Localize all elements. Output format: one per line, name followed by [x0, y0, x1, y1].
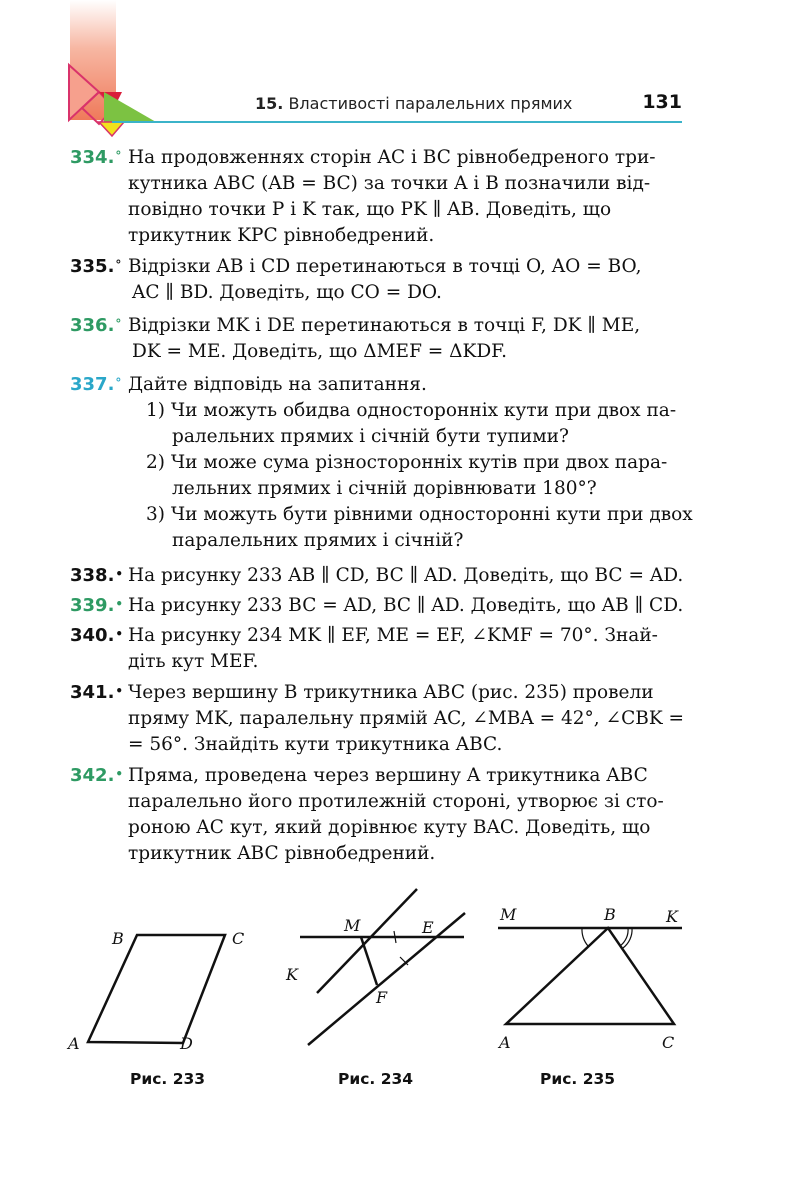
question-item-1: 1) Чи можуть обидва односторонніх кути при двох па-: [146, 400, 677, 421]
label-a: A: [499, 1033, 511, 1052]
problem-text: Пряма, проведена через вершину A трикутника ABC паралельно його протилежній стороні, утворює зі сто- роною AC кут, який дорівнює куту BAC. Доведіть, що трикутник ABC рівнобедрений.: [128, 765, 664, 864]
problem-342: [70, 763, 684, 867]
problem-number: 340.•: [70, 625, 124, 646]
caption-fig-235: Рис. 235: [540, 1070, 616, 1088]
problem-339: [70, 593, 684, 619]
section-number: 15.: [255, 94, 284, 113]
problem-text: Відрізки MK і DE перетинаються в точці F, DK ∥ ME, DK = ME. Доведіть, що ΔMEF = ΔKDF.: [128, 315, 641, 362]
problem-text: На рисунку 233 BC = AD, BC ∥ AD. Доведіть, що AB ∥ CD.: [128, 595, 684, 616]
tangram-logo-icon: [64, 60, 159, 140]
label-b: B: [112, 929, 124, 948]
problem-341: [70, 680, 684, 758]
problem-text: На рисунку 233 AB ∥ CD, BC ∥ AD. Доведіть, що BC = AD.: [128, 565, 684, 586]
label-d: D: [180, 1034, 193, 1053]
problem-340: [70, 623, 684, 675]
figure-234-parallel-lines: [280, 885, 480, 1060]
problem-text: Відрізки AB і CD перетинаються в точці O, AO = BO, AC ∥ BD. Доведіть, що CO = DO.: [128, 256, 642, 303]
label-m: M: [344, 916, 361, 935]
problem-text: Дайте відповідь на запитання. 1) Чи можуть обидва односторонніх кути при двох па- ралельних прямих і січній бути тупими? 2) Чи може сума різносторонніх кутів при двох пара- лельних прямих і січній дорівнювати 180°? 3) Чи можуть бути рівними односторонні кути при двох паралельних прямих і січній?: [128, 374, 693, 551]
problem-number: 335.°: [70, 256, 122, 277]
label-f: F: [376, 988, 388, 1007]
figures-row: [60, 885, 700, 1105]
section-header: [255, 94, 572, 113]
problem-number: 342.•: [70, 765, 124, 786]
problem-334: [70, 145, 684, 249]
label-b: B: [604, 905, 616, 924]
section-title: Властивості паралельних прямих: [288, 94, 573, 113]
figure-235-triangle: [490, 900, 700, 1060]
figure-233-parallelogram: [60, 915, 260, 1060]
problem-335: [70, 254, 684, 306]
problem-number: 338.•: [70, 565, 124, 586]
problem-text: На рисунку 234 MK ∥ EF, ME = EF, ∠KMF = 70°. Знай- діть кут MEF.: [128, 625, 658, 672]
label-c: C: [232, 929, 245, 948]
label-a: A: [68, 1034, 80, 1053]
problem-336: [70, 313, 684, 365]
problem-number: 334.°: [70, 147, 122, 168]
problem-text: Через вершину B трикутника ABC (рис. 235) провели пряму MK, паралельну прямій AC, ∠MBA = 42°, ∠CBK = = 56°. Знайдіть кути трикутника ABC.: [128, 682, 685, 755]
page-number: 131: [642, 91, 682, 113]
header-rule: [112, 121, 682, 123]
question-item-2: 2) Чи може сума різносторонніх кутів при двох пара-: [146, 452, 668, 473]
caption-fig-233: Рис. 233: [130, 1070, 206, 1088]
question-item-3: 3) Чи можуть бути рівними односторонні кути при двох: [146, 504, 693, 525]
label-e: E: [422, 918, 434, 937]
caption-fig-234: Рис. 234: [338, 1070, 414, 1088]
problem-text: На продовженнях сторін AC і BC рівнобедреного три- кутника ABC (AB = BC) за точки A і B позначили від- повідно точки P і K так, що PK ∥ AB. Доведіть, що трикутник KPC рівнобедрений.: [128, 147, 656, 246]
problem-338: [70, 563, 684, 589]
label-k: K: [286, 965, 298, 984]
label-k: K: [666, 907, 678, 926]
label-m: M: [500, 905, 517, 924]
problem-337: [70, 372, 693, 554]
problem-number: 337.°: [70, 374, 122, 395]
problem-number: 336.°: [70, 315, 122, 336]
label-c: C: [662, 1033, 675, 1052]
problem-number: 341.•: [70, 682, 124, 703]
problem-number: 339.•: [70, 595, 124, 616]
